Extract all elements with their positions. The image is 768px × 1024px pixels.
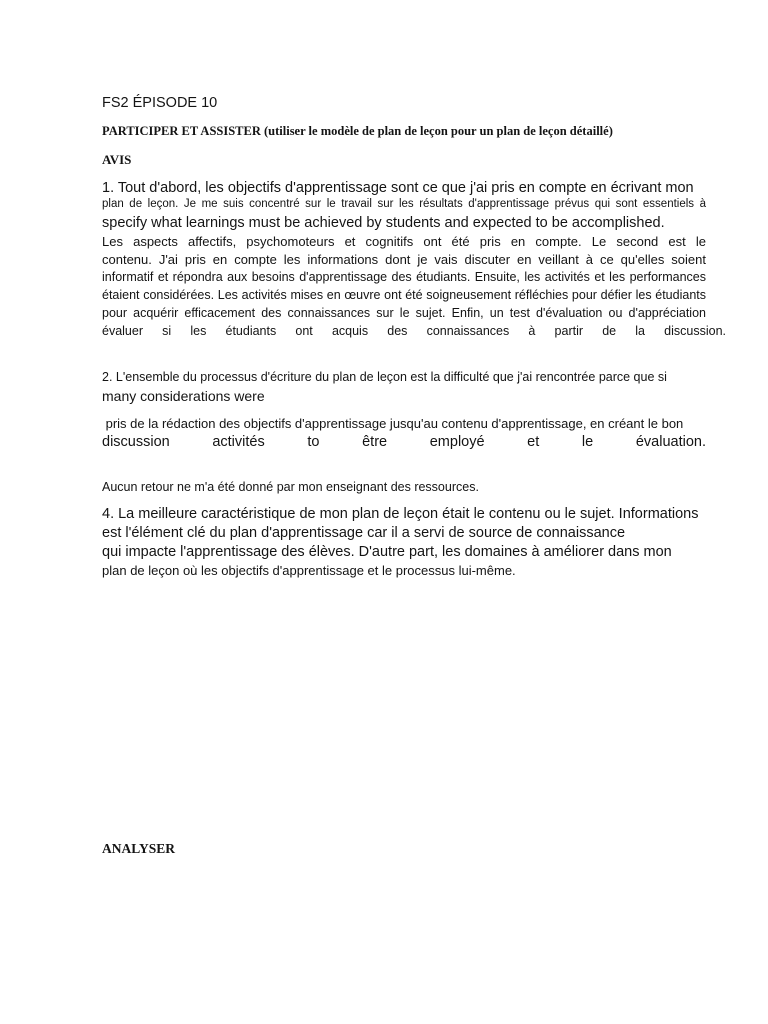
p2-line-2: many considerations were (102, 388, 265, 404)
document-title: FS2 ÉPISODE 10 (102, 95, 218, 111)
p2-line-3: pris de la rédaction des objectifs d'apprentissage jusqu'au contenu d'apprentissage, en créant le bon (102, 416, 684, 431)
participate-bold: PARTICIPER ET ASSISTER (102, 124, 261, 138)
p4-line-1: 4. La meilleure caractéristique de mon plan de leçon était le contenu ou le sujet. Informations (102, 506, 699, 522)
participate-heading (102, 124, 613, 139)
p1-line-9: évaluer si les étudiants ont acquis des connaissances à partir de la discussion. (102, 324, 726, 338)
p4-line-4: plan de leçon où les objectifs d'apprentissage et le processus lui-même. (102, 563, 516, 578)
p3-line: Aucun retour ne m'a été donné par mon enseignant des ressources. (102, 480, 479, 494)
p1-line-1: 1. Tout d'abord, les objectifs d'apprentissage sont ce que j'ai pris en compte en écrivant mon (102, 180, 694, 196)
p1-line-7: étaient considérées. Les activités mises en œuvre ont été soigneusement réfléchies pour défier les étudiants (102, 288, 706, 302)
p1-line-3: specify what learnings must be achieved by students and expected to be accomplished. (102, 215, 665, 231)
p2-line-4: discussion activités to être employé et le évaluation. (102, 434, 706, 450)
p1-line-6: informatif et répondra aux besoins d'apprentissage des étudiants. Ensuite, les activités et les performances (102, 270, 706, 284)
participate-note: (utiliser le modèle de plan de leçon pour un plan de leçon détaillé) (260, 124, 613, 138)
avis-heading: AVIS (102, 152, 132, 167)
p4-line-2: est l'élément clé du plan d'apprentissage car il a servi de source de connaissance (102, 525, 626, 541)
p2-line-1: 2. L'ensemble du processus d'écriture du plan de leçon est la difficulté que j'ai rencontrée parce que si (102, 370, 667, 384)
p1-line-4: Les aspects affectifs, psychomoteurs et cognitifs ont été pris en compte. Le second est le (102, 234, 706, 249)
p4-line-3: qui impacte l'apprentissage des élèves. D'autre part, les domaines à améliorer dans mon (102, 544, 672, 560)
p1-line-8: pour acquérir efficacement des connaissances sur le sujet. Enfin, un test d'évaluation ou d'appréciation (102, 306, 706, 320)
p1-line-2: plan de leçon. Je me suis concentré sur le travail sur les résultats d'apprentissage prévus qui sont essentiels à (102, 198, 706, 210)
p1-line-5: contenu. J'ai pris en compte les informations dont je vais discuter en veillant à ce qu'elles soient (102, 252, 706, 267)
analyser-heading: ANALYSER (102, 841, 176, 856)
